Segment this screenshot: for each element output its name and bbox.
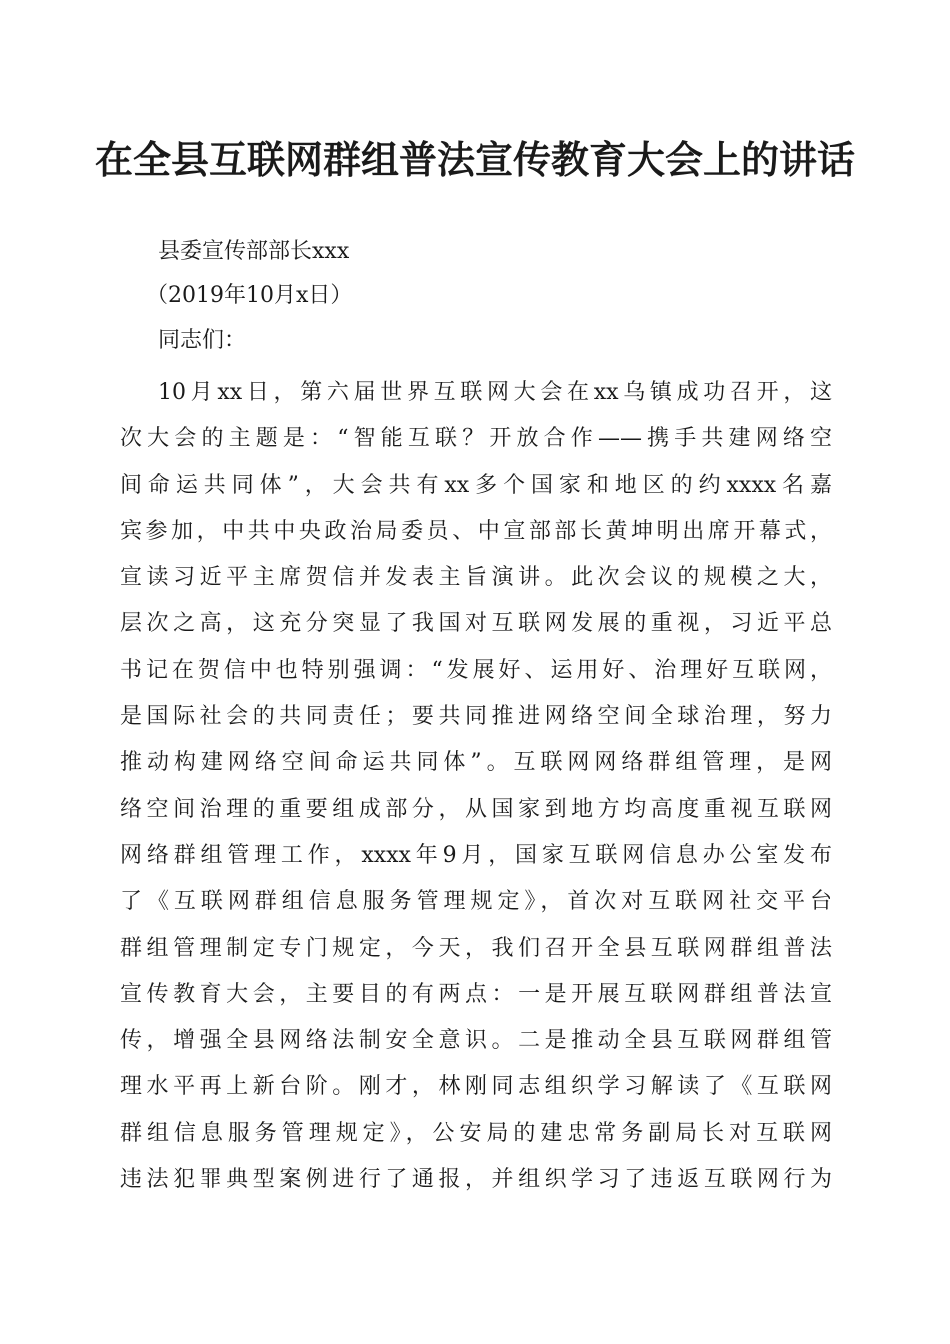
paragraph-line: 传，增强全县网络法制安全意识。二是推动全县互联网群组管 bbox=[120, 1028, 832, 1054]
salutation: 同志们： bbox=[158, 328, 247, 353]
body-paragraph bbox=[120, 370, 832, 1203]
paragraph-line: 层次之高，这充分突显了我国对互联网发展的重视，习近平总 bbox=[120, 611, 832, 637]
paragraph-line: 违法犯罪典型案例进行了通报，并组织学习了违返互联网行为 bbox=[120, 1167, 832, 1193]
paragraph-line: 理水平再上新台阶。刚才，林刚同志组织学习解读了《互联网 bbox=[120, 1074, 832, 1100]
paragraph-line: 宾参加，中共中央政治局委员、中宣部部长黄坤明出席开幕式， bbox=[120, 518, 832, 544]
paragraph-line: 间命运共同体”，大会共有xx多个国家和地区的约xxxx名嘉 bbox=[120, 472, 832, 498]
paragraph-line: 宣传教育大会，主要目的有两点：一是开展互联网群组普法宣 bbox=[120, 981, 832, 1007]
paragraph-line: 推动构建网络空间命运共同体”。互联网网络群组管理，是网 bbox=[120, 750, 832, 776]
paragraph-line: 了《互联网群组信息服务管理规定》，首次对互联网社交平台 bbox=[120, 889, 832, 915]
paragraph-line: 络空间治理的重要组成部分，从国家到地方均高度重视互联网 bbox=[120, 796, 832, 822]
speech-date: （2019年10月x日） bbox=[146, 283, 353, 308]
paragraph-line: 是国际社会的共同责任；要共同推进网络空间全球治理，努力 bbox=[120, 704, 832, 730]
document-title: 在全县互联网群组普法宣传教育大会上的讲话 bbox=[94, 137, 855, 182]
paragraph-line: 书记在贺信中也特别强调：“发展好、运用好、治理好互联网， bbox=[120, 657, 832, 683]
paragraph-line: 群组管理制定专门规定，今天，我们召开全县互联网群组普法 bbox=[120, 935, 832, 961]
paragraph-line: 群组信息服务管理规定》，公安局的建忠常务副局长对互联网 bbox=[120, 1120, 832, 1146]
paragraph-line: 次大会的主题是：“智能互联？开放合作——携手共建网络空 bbox=[120, 426, 832, 452]
speaker-line: 县委宣传部部长xxx bbox=[158, 239, 350, 264]
paragraph-line: 10月xx日，第六届世界互联网大会在xx乌镇成功召开，这 bbox=[158, 380, 832, 405]
paragraph-line: 宣读习近平主席贺信并发表主旨演讲。此次会议的规模之大， bbox=[120, 565, 832, 591]
paragraph-line: 网络群组管理工作，xxxx年9月，国家互联网信息办公室发布 bbox=[120, 842, 832, 868]
